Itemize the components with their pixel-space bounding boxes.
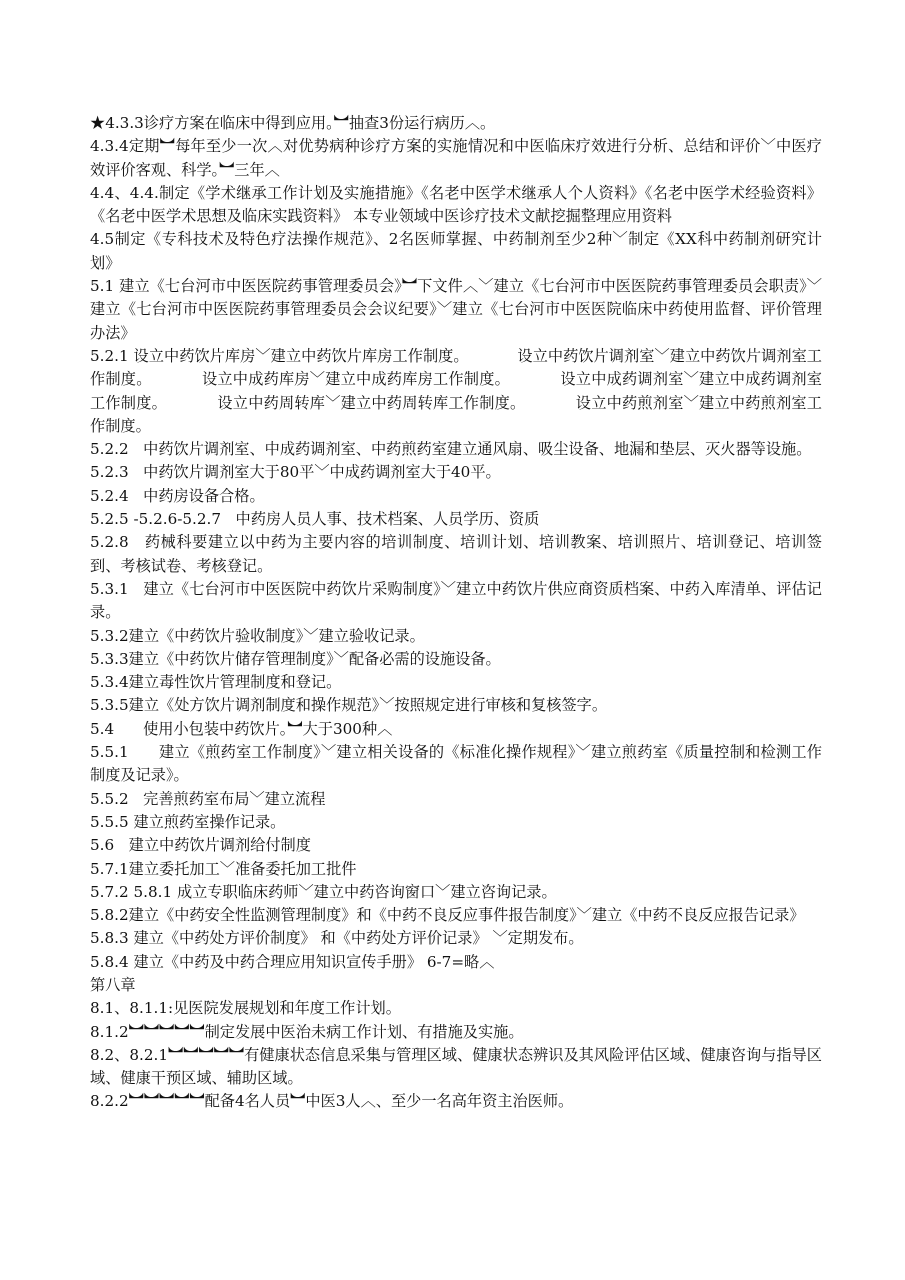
paragraph-5-3-1: 5.3.1 建立《七台河市中医医院中药饮片采购制度》﹀建立中药饮片供应商资质档案、中药入库清单、评估记录。 [90, 579, 822, 622]
paragraph-5-2-1: 5.2.1 设立中药饮片库房﹀建立中药饮片库房工作制度。 设立中药饮片调剂室﹀建立中药饮片调剂室工作制度。 设立中成药库房﹀建立中成药库房工作制度。 设立中成药调剂室﹀建立中成药调剂室工作制度。 设立中药周转库﹀建立中药周转库工作制度。 设立中药煎剂室﹀建立中药煎剂室工作制度。 [90, 346, 822, 435]
paragraph-5-8-3: 5.8.3 建立《中药处方评价制度》 和《中药处方评价记录》 ﹀定期发布。 [90, 929, 584, 948]
paragraph-4-5: 4.5制定《专科技术及特色疗法操作规范》、2名医师掌握、中药制剂至少2种﹀制定《XX科中药制剂研究计划》 [90, 230, 822, 272]
paragraph-5-5-5: 5.5.5 建立煎药室操作记录。 [90, 812, 286, 831]
paragraph-5-8-4: 5.8.4 建立《中药及中药合理应用知识宣传手册》 6-7=略︿ [90, 952, 495, 971]
chapter-heading: 第八章 [90, 975, 136, 994]
paragraph-4-4: 4.4、4.4.制定《学术继承工作计划及实施措施》《名老中医学术继承人个人资料》《名老中医学术经验资料》《名老中医学术思想及临床实践资料》 本专业领域中医诊疗技术文献挖掘整理应用资料 [90, 183, 822, 226]
paragraph-8-1-2: 8.1.2︼︼︼︼︼制定发展中医治未病工作计划、有措施及实施。 [90, 1022, 524, 1041]
paragraph-5-5-1: 5.5.1 建立《煎药室工作制度》﹀建立相关设备的《标准化操作规程》﹀建立煎药室《质量控制和检测工作制度及记录》。 [90, 743, 822, 785]
paragraph-5-2-2: 5.2.2 中药饮片调剂室、中成药调剂室、中药煎药室建立通风扇、吸尘设备、地漏和垫层、灭火器等设施。 [90, 440, 812, 459]
paragraph-4-3-4: 4.3.4定期︼每年至少一次︿对优势病种诊疗方案的实施情况和中医临床疗效进行分析、总结和评价﹀中医疗效评价客观、科学。︼三年︿ [90, 137, 822, 179]
document-page [90, 112, 822, 1114]
paragraph-5-3-5: 5.3.5建立《处方饮片调剂制度和操作规范》﹀按照规定进行审核和复核签字。 [90, 696, 608, 715]
paragraph-5-7-1: 5.7.1建立委托加工﹀准备委托加工批件 [90, 859, 357, 878]
paragraph-5-2-4: 5.2.4 中药房设备合格。 [90, 486, 265, 505]
paragraph-5-2-8: 5.2.8 药械科要建立以中药为主要内容的培训制度、培训计划、培训教案、培训照片、培训登记、培训签到、考核试卷、考核登记。 [90, 533, 822, 575]
paragraph-5-6: 5.6 建立中药饮片调剂给付制度 [90, 836, 311, 855]
paragraph-5-7-2: 5.7.2 5.8.1 成立专职临床药师﹀建立中药咨询窗口﹀建立咨询记录。 [90, 882, 557, 901]
paragraph-5-2-3: 5.2.3 中药饮片调剂室大于80平﹀中成药调剂室大于40平。 [90, 463, 501, 482]
paragraph-5-3-4: 5.3.4建立毒性饮片管理制度和登记。 [90, 673, 342, 692]
paragraph-5-4: 5.4 使用小包装中药饮片。︼大于300种︿ [90, 719, 393, 738]
paragraph-4-3-3: ★4.3.3诊疗方案在临床中得到应用。︼抽查3份运行病历︿。 [90, 114, 496, 132]
paragraph-8-1: 8.1、8.1.1:见医院发展规划和年度工作计划。 [90, 999, 401, 1018]
paragraph-5-3-3: 5.3.3建立《中药饮片储存管理制度》﹀配备必需的设施设备。 [90, 649, 501, 668]
paragraph-5-5-2: 5.5.2 完善煎药室布局﹀建立流程 [90, 789, 326, 808]
paragraph-5-2-5: 5.2.5 -5.2.6-5.2.7 中药房人员人事、技术档案、人员学历、资质 [90, 510, 540, 529]
paragraph-5-1: 5.1 建立《七台河市中医医院药事管理委员会》︼下文件︿﹀建立《七台河市中医医院药事管理委员会职责》﹀建立《七台河市中医医院药事管理委员会会议纪要》﹀建立《七台河市中医医院临床中药使用监督、评价管理办法》 [90, 277, 822, 342]
paragraph-5-8-2: 5.8.2建立《中药安全性监测管理制度》和《中药不良反应事件报告制度》﹀建立《中药不良反应报告记录》 [90, 906, 805, 925]
paragraph-5-3-2: 5.3.2建立《中药饮片验收制度》﹀建立验收记录。 [90, 626, 425, 645]
paragraph-8-2-1: 8.2、8.2.1︼︼︼︼︼有健康状态信息采集与管理区域、健康状态辨识及其风险评估区域、健康咨询与指导区域、健康干预区域、辅助区域。 [90, 1045, 822, 1088]
paragraph-8-2-2: 8.2.2︼︼︼︼︼配备4名人员︼中医3人︿、至少一名高年资主治医师。 [90, 1092, 574, 1111]
